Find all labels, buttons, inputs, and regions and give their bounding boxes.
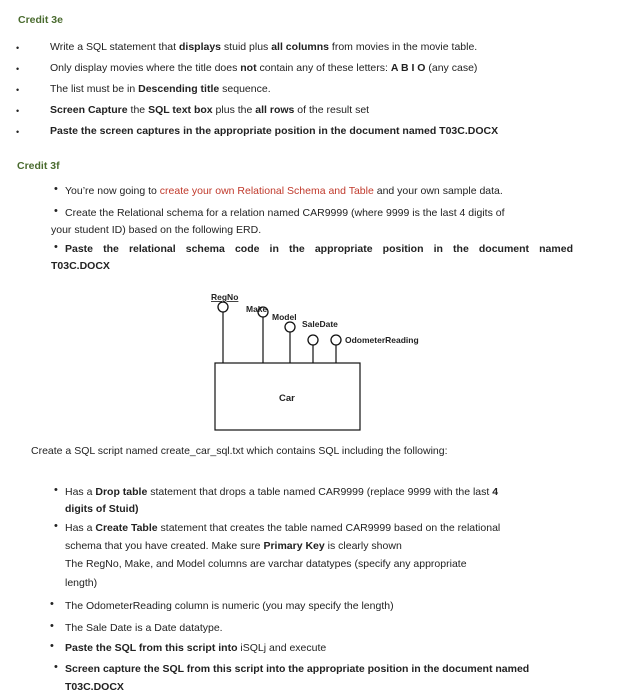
regno-key-attribute-icon	[218, 302, 228, 312]
bullet: •	[54, 183, 58, 195]
credit-3f-item-3-line-1: Paste the relational schema code in the appropriate position in the document named	[65, 243, 573, 255]
bullet: •	[54, 661, 58, 673]
script-item-2-line-3: The RegNo, Make, and Model columns are varchar datatypes (specify any appropriate	[65, 558, 467, 570]
bullet: •	[16, 64, 20, 74]
odometer-attribute-icon	[331, 335, 341, 345]
credit-3e-item-3: The list must be in Descending title sequence.	[50, 83, 271, 95]
script-item-1-line-2: digits of Stuid)	[65, 503, 139, 515]
script-item-2-line-1: Has a Create Table statement that creates the table named CAR9999 based on the relational	[65, 522, 501, 534]
saledate-attribute-icon	[308, 335, 318, 345]
bullet: •	[50, 598, 54, 610]
credit-3f-item-1: You’re now going to create your own Relational Schema and Table and your own sample data.	[65, 185, 503, 197]
bullet: •	[16, 85, 20, 95]
script-item-3: The OdometerReading column is numeric (you may specify the length)	[65, 600, 394, 612]
attribute-model: Model	[272, 312, 297, 322]
script-item-6-line-1: Screen capture the SQL from this script into the appropriate position in the document named	[65, 663, 530, 675]
credit-3e-item-2: Only display movies where the title does not contain any of these letters: A B I O (any case)	[50, 62, 478, 74]
credit-3f-heading: Credit 3f	[17, 160, 60, 172]
bullet: •	[54, 205, 58, 217]
credit-3e-heading: Credit 3e	[18, 14, 63, 26]
attribute-make: Make	[246, 304, 268, 314]
bullet: •	[50, 620, 54, 632]
script-item-2-line-2: schema that you have created. Make sure Primary Key is clearly shown	[65, 540, 402, 552]
bullet: •	[54, 241, 58, 253]
script-item-4: The Sale Date is a Date datatype.	[65, 622, 223, 634]
bullet: •	[16, 127, 20, 137]
credit-3e-item-1: Write a SQL statement that displays stuid plus all columns from movies in the movie table.	[50, 41, 478, 53]
bullet: •	[50, 640, 54, 652]
script-item-2-line-4: length)	[65, 577, 98, 589]
credit-3f-item-2-line-1: Create the Relational schema for a relation named CAR9999 (where 9999 is the last 4 digits of	[65, 207, 505, 219]
attribute-saledate: SaleDate	[302, 319, 338, 329]
credit-3f-item-3-line-2: T03C.DOCX	[51, 260, 110, 272]
credit-3e-item-4: Screen Capture the SQL text box plus the all rows of the result set	[50, 104, 370, 116]
script-item-5: Paste the SQL from this script into iSQLj and execute	[65, 642, 327, 654]
attribute-regno: RegNo	[211, 292, 239, 302]
credit-3e-item-5: Paste the screen captures in the appropriate position in the document named T03C.DOCX	[50, 125, 499, 137]
script-intro: Create a SQL script named create_car_sql.txt which contains SQL including the following:	[31, 445, 448, 457]
entity-name: Car	[279, 393, 295, 404]
script-item-1-line-1: Has a Drop table statement that drops a table named CAR9999 (replace 9999 with the last 4	[65, 486, 499, 498]
bullet: •	[54, 520, 58, 532]
bullet: •	[16, 106, 20, 116]
credit-3f-item-2-line-2: your student ID) based on the following ERD.	[51, 224, 262, 236]
bullet: •	[54, 484, 58, 496]
model-attribute-icon	[285, 322, 295, 332]
bullet: •	[16, 43, 20, 53]
attribute-odometerreading: OdometerReading	[345, 335, 419, 345]
script-item-6-line-2: T03C.DOCX	[65, 681, 124, 693]
